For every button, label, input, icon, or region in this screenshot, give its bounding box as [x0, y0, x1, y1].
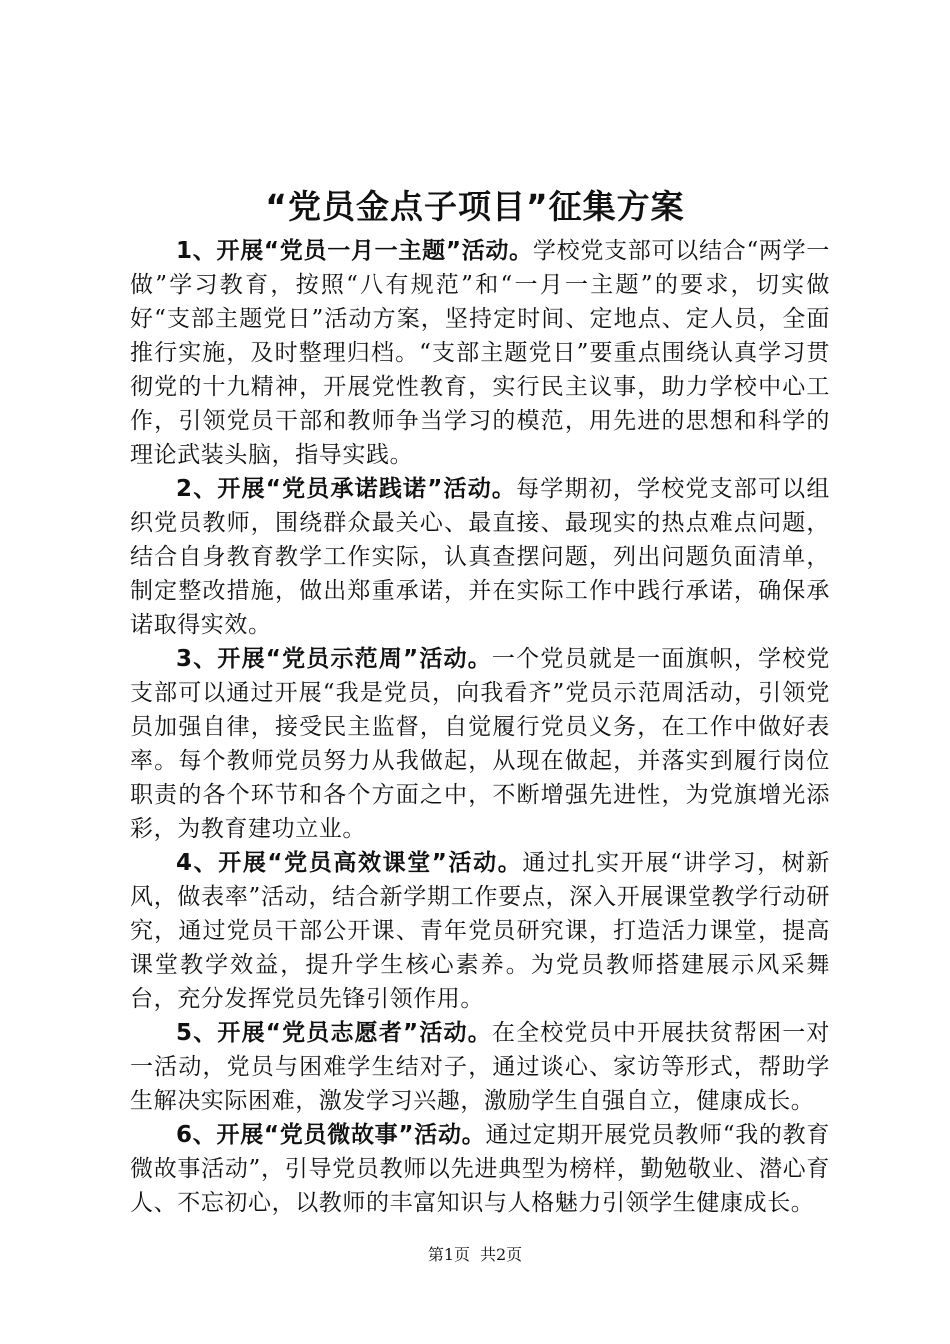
paragraph-lead: 5、开展“党员志愿者”活动。 [176, 1020, 492, 1046]
paragraph-text: 一个党员就是一面旗帜，学校党支部可以通过开展“我是党员，向我看齐”党员示范周活动，引领党员加强自律，接受民主监督，自觉履行党员义务，在工作中做好表率。每个教师党员努力从我做起，从现在做起，并落实到履行岗位职责的各个环节和各个方面之中，不断增强先进性，为党旗增光添彩，为教育建功立业。 [130, 646, 831, 842]
paragraph-lead: 3、开展“党员示范周”活动。 [176, 646, 492, 672]
page-footer [0, 1244, 950, 1266]
paragraph-text: 每学期初，学校党支部可以组织党员教师，围绕群众最关心、最直接、最现实的热点难点问题，结合自身教育教学工作实际，认真查摆问题，列出问题负面清单，制定整改措施，做出郑重承诺，并在实际工作中践行承诺，确保承诺取得实效。 [130, 476, 830, 638]
document-body [130, 234, 830, 1220]
paragraph-lead: 2、开展“党员承诺践诺”活动。 [176, 476, 517, 502]
page-number: 第1页 [427, 1245, 470, 1264]
document-title: “党员金点子项目”征集方案 [265, 187, 685, 226]
paragraph-text: 学校党支部可以结合“两学一做”学习教育，按照“八有规范”和“一月一主题”的要求，切实做好“支部主题党日”活动方案，坚持定时间、定地点、定人员，全面推行实施，及时整理归档。“支部主题党日”要重点围绕认真学习贯彻党的十九精神，开展党性教育，实行民主议事，助力学校中心工作，引领党员干部和教师争当学习的模范，用先进的思想和科学的理论武装头脑，指导实践。 [130, 238, 830, 468]
paragraph-lead: 1、开展“党员一月一主题”活动。 [176, 238, 533, 264]
paragraph-3 [130, 642, 830, 846]
paragraph-1 [130, 234, 830, 472]
paragraph-text: 通过扎实开展“讲学习，树新风，做表率”活动，结合新学期工作要点，深入开展课堂教学行动研究，通过党员干部公开课、青年党员研究课，打造活力课堂，提高课堂教学效益，提升学生核心素养。为党员教师搭建展示风采舞台，充分发挥党员先锋引领作用。 [130, 850, 830, 1012]
paragraph-2 [130, 472, 830, 642]
page-total: 共2页 [480, 1245, 523, 1264]
paragraph-6 [130, 1118, 830, 1220]
paragraph-text: 通过定期开展党员教师“我的教育微故事活动”，引导党员教师以先进典型为榜样，勤勉敬业、潜心育人、不忘初心，以教师的丰富知识与人格魅力引领学生健康成长。 [130, 1122, 830, 1216]
paragraph-lead: 4、开展“党员高效课堂”活动。 [176, 850, 523, 876]
paragraph-text: 在全校党员中开展扶贫帮困一对一活动，党员与困难学生结对子，通过谈心、家访等形式，帮助学生解决实际困难，激发学习兴趣，激励学生自强自立，健康成长。 [130, 1020, 831, 1114]
paragraph-5 [130, 1016, 830, 1118]
paragraph-lead: 6、开展“党员微故事”活动。 [176, 1122, 486, 1148]
paragraph-4 [130, 846, 830, 1016]
